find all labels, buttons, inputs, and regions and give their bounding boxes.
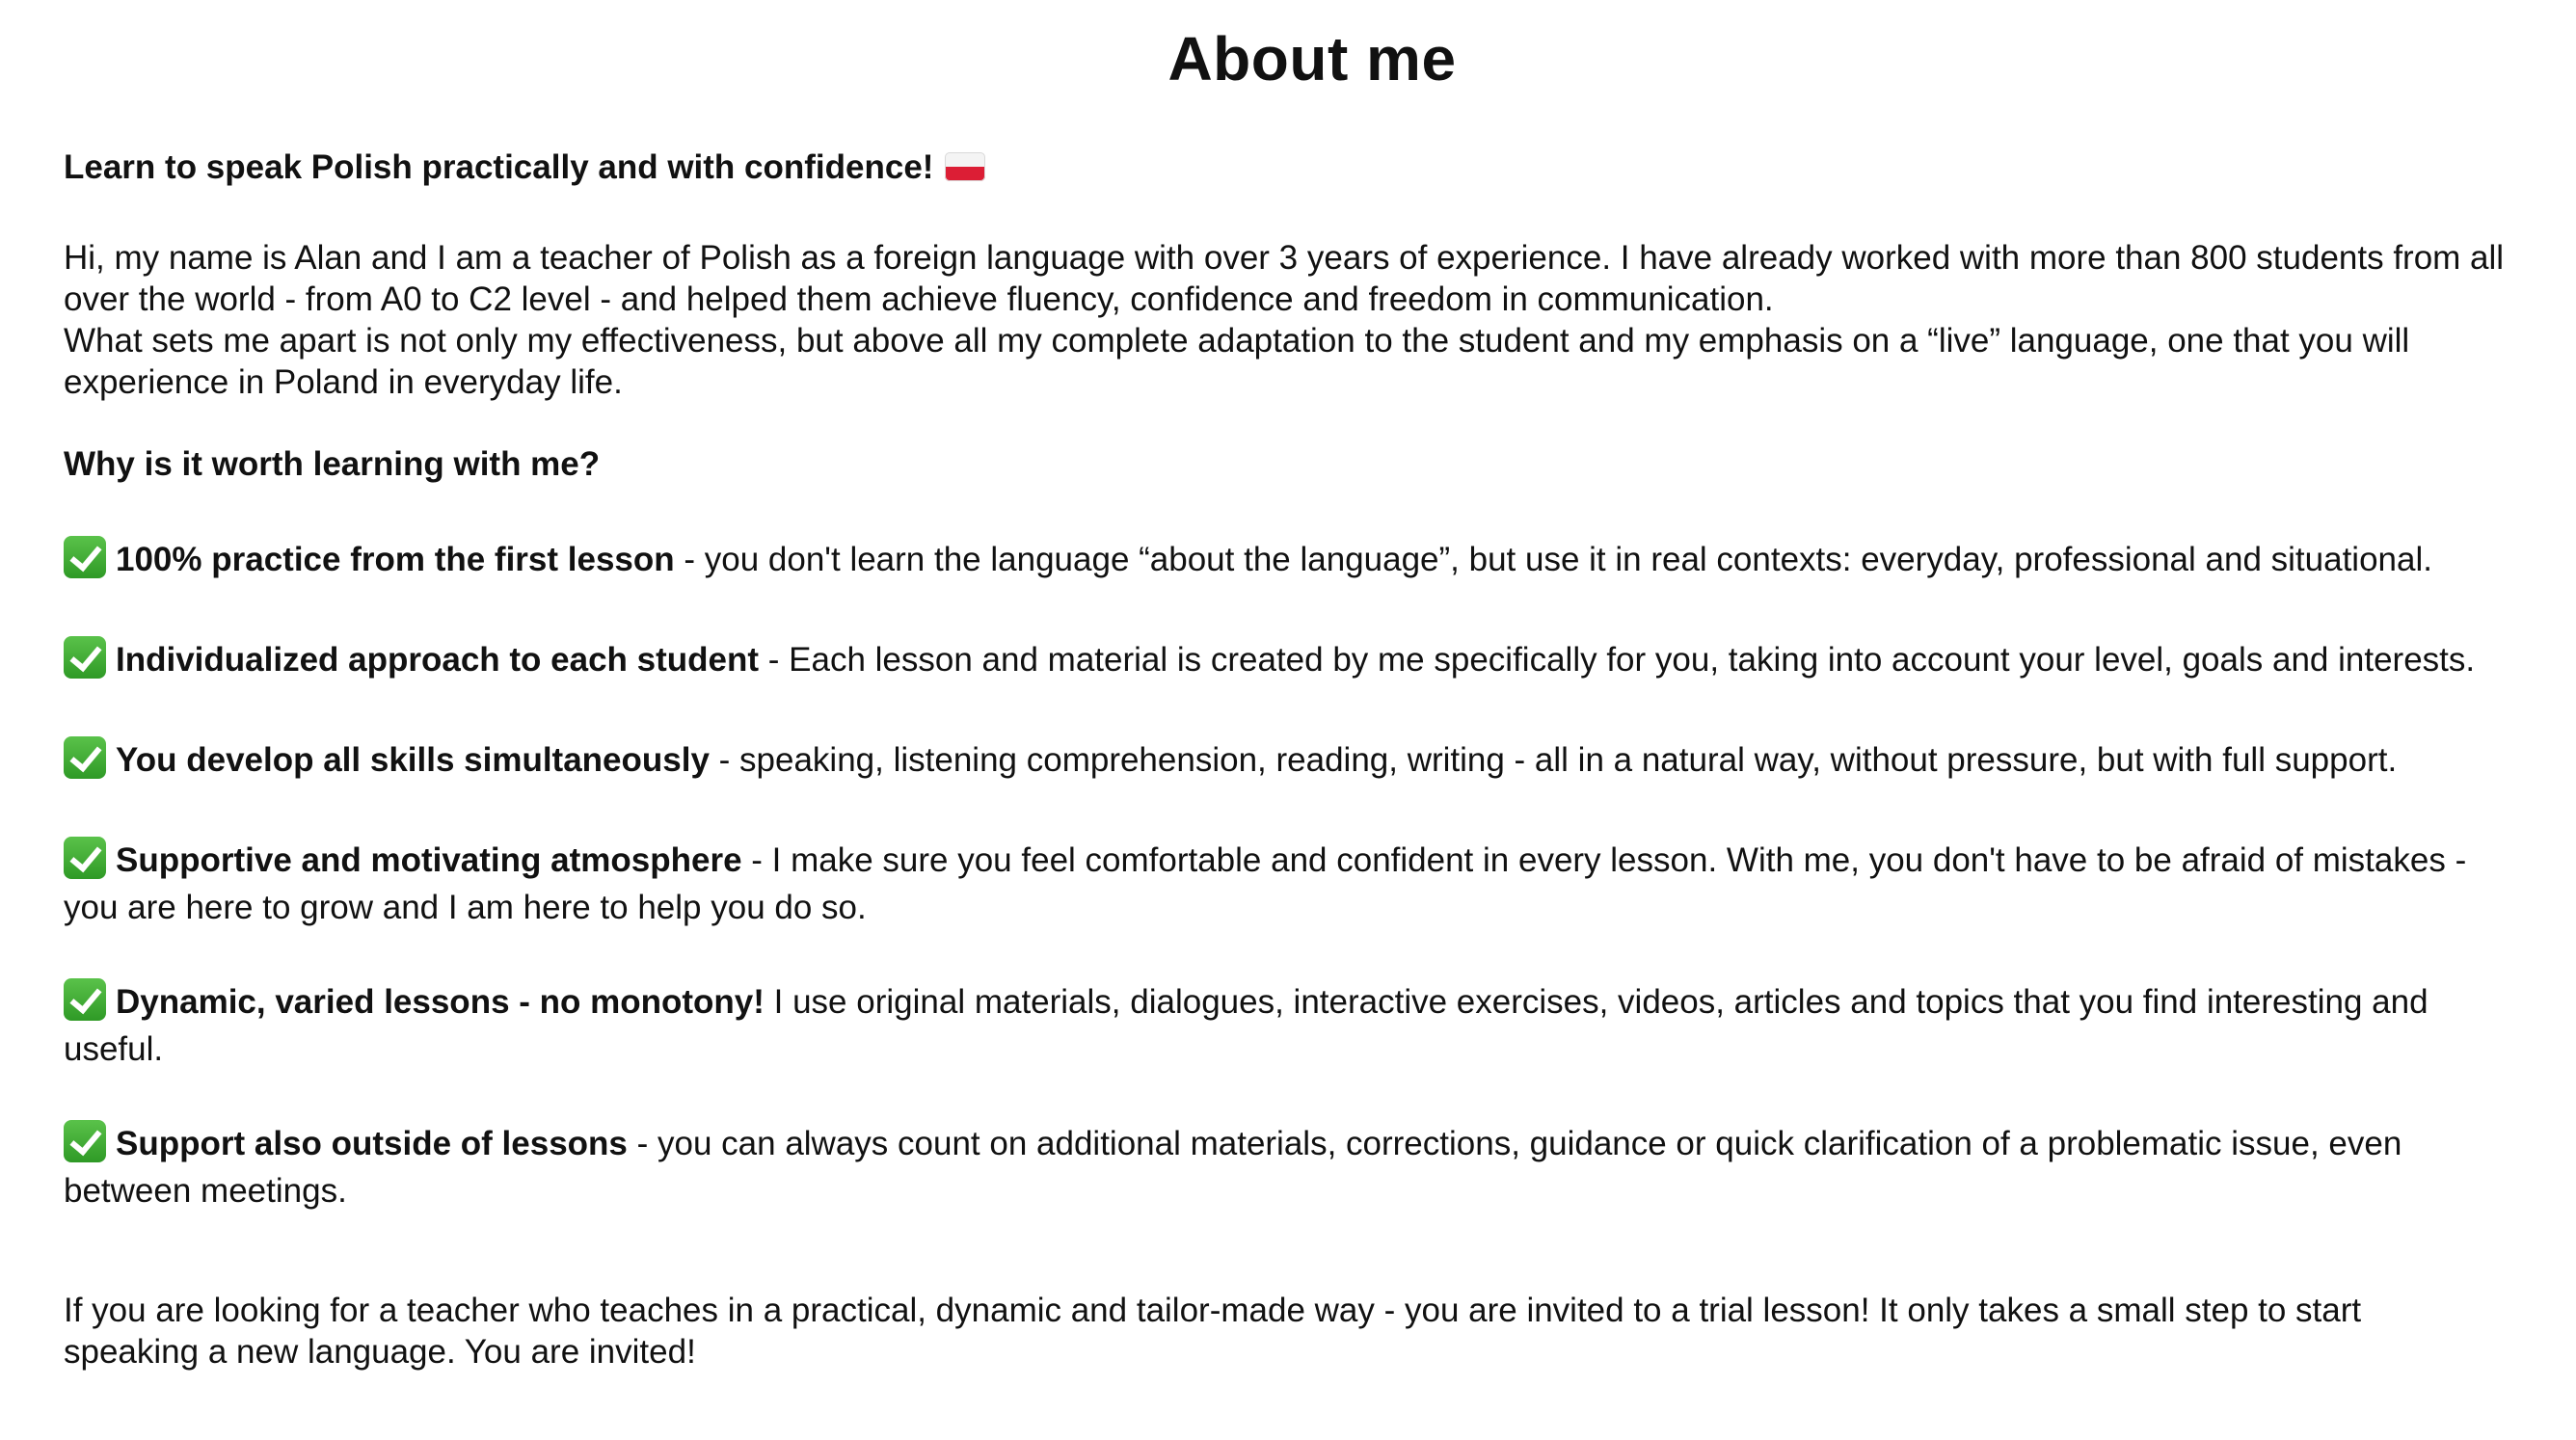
intro-line-1: Hi, my name is Alan and I am a teacher of Polish as a foreign language with over 3 years of experience. I have already worked with more than 800 students from all: [64, 239, 2505, 277]
benefit-title: Individualized approach to each student: [116, 641, 760, 679]
benefit-item-practice: [64, 536, 2561, 583]
check-mark-icon: [64, 536, 106, 578]
closing-line-1: If you are looking for a teacher who teaches in a practical, dynamic and tailor-made way - you are invited to a trial lesson! It only takes a small step to start: [64, 1292, 2362, 1329]
benefit-title: 100% practice from the first lesson: [116, 541, 675, 578]
intro-line-4: experience in Poland in everyday life.: [64, 363, 623, 401]
benefit-text-continued: useful.: [64, 1030, 164, 1068]
intro-line-2: over the world - from A0 to C2 level - and helped them achieve fluency, confidence and freedom in communication.: [64, 280, 1774, 318]
about-me-section: [64, 0, 2561, 1371]
benefit-text: I use original materials, dialogues, interactive exercises, videos, articles and topics that you find interesting and: [764, 983, 2428, 1021]
benefit-text: - you don't learn the language “about the language”, but use it in real contexts: everyday, professional and situational.: [674, 541, 2432, 578]
check-mark-icon: [64, 978, 106, 1021]
closing-line-2: speaking a new language. You are invited!: [64, 1333, 696, 1371]
check-mark-icon: [64, 1120, 106, 1162]
benefit-item-support: [64, 1120, 2561, 1214]
benefit-title: Dynamic, varied lessons - no monotony!: [116, 983, 765, 1021]
benefit-item-atmosphere: [64, 837, 2561, 931]
intro-paragraph: [64, 237, 2561, 403]
check-mark-icon: [64, 636, 106, 679]
benefit-item-individualized: [64, 636, 2561, 683]
closing-paragraph: [64, 1290, 2561, 1373]
poland-flag-icon: [945, 152, 985, 181]
why-heading: Why is it worth learning with me?: [64, 445, 601, 483]
benefit-text: - speaking, listening comprehension, reading, writing - all in a natural way, without pressure, but with full support.: [709, 741, 2398, 779]
intro-line-3: What sets me apart is not only my effectiveness, but above all my complete adaptation to the student and my emphasis on a “live” language, one that you will: [64, 322, 2410, 360]
benefits-list: [64, 536, 2561, 1214]
benefit-title: Support also outside of lessons: [116, 1125, 628, 1162]
benefit-text: - Each lesson and material is created by me specifically for you, taking into account your level, goals and interests.: [759, 641, 2476, 679]
page-title: [0, 0, 2561, 96]
intro-heading: [64, 147, 2561, 188]
benefit-text: - I make sure you feel comfortable and confident in every lesson. With me, you don't have to be afraid of mistakes -: [741, 841, 2467, 879]
check-mark-icon: [64, 837, 106, 879]
page-title-text: About me: [1167, 24, 1457, 93]
check-mark-icon: [64, 736, 106, 779]
benefit-title: Supportive and motivating atmosphere: [116, 841, 742, 879]
benefit-text: - you can always count on additional materials, corrections, guidance or quick clarification of a problematic issue, even: [627, 1125, 2402, 1162]
benefit-item-skills: [64, 736, 2561, 784]
intro-heading-text: Learn to speak Polish practically and with confidence!: [64, 148, 934, 186]
benefit-title: You develop all skills simultaneously: [116, 741, 710, 779]
benefit-text-continued: between meetings.: [64, 1172, 347, 1210]
benefit-item-dynamic: [64, 978, 2561, 1073]
benefit-text-continued: you are here to grow and I am here to help you do so.: [64, 889, 867, 926]
